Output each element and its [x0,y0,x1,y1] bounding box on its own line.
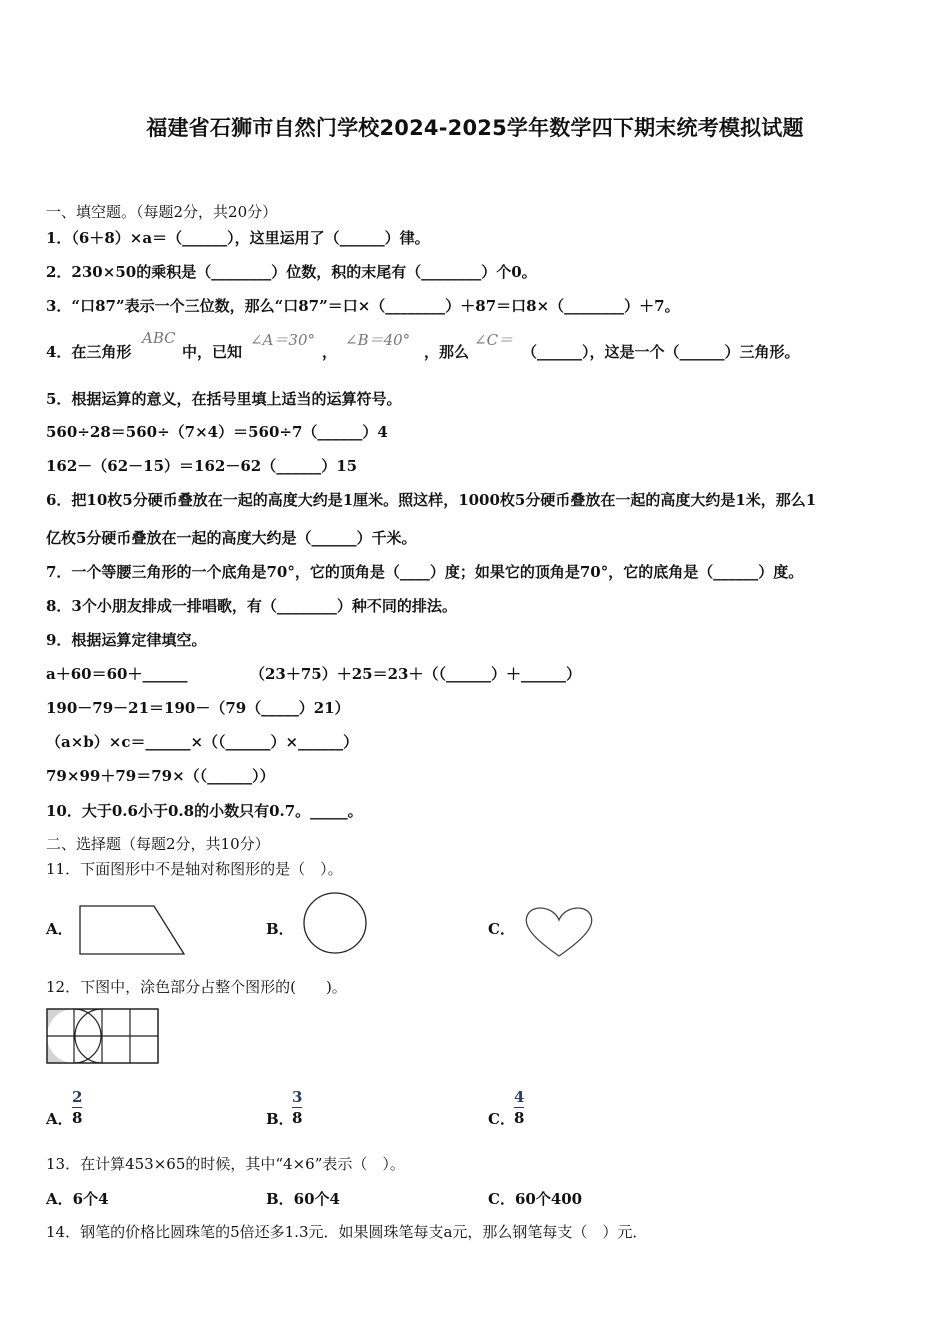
fraction-bar [514,1107,524,1108]
question-9-line-3: 190－79－21＝190－（79（_____）21） [46,699,350,717]
fraction-numerator: 4 [514,1088,525,1106]
q12-option-a-label: A． [46,1110,73,1128]
angle-c-label: ∠C＝ [474,331,514,349]
fraction-denominator: 8 [514,1109,525,1127]
question-5: 5．根据运算的意义，在括号里填上适当的运算符号。 [46,390,402,408]
question-4-then: ，那么 [424,343,470,361]
question-13: 13．在计算453×65的时候，其中“4×6”表示（ ）。 [46,1155,405,1173]
q12-option-c-label: C． [488,1110,515,1128]
question-11: 11．下面图形中不是轴对称图形的是（ ）。 [46,860,343,878]
question-4-suffix: （______），这是一个（______）三角形。 [522,343,800,361]
question-8: 8．3个小朋友排成一排唱歌，有（________）种不同的排法。 [46,597,457,615]
page-title: 福建省石狮市自然门学校2024-2025学年数学四下期末统考模拟试题 [146,116,804,140]
question-5-line-2: 162－（62－15）＝162－62（______）15 [46,457,358,475]
question-2: 2．230×50的乘积是（________）位数，积的末尾有（________）个0。 [46,263,537,281]
question-10: 10．大于0.6小于0.8的小数只有0.7。_____。 [46,802,363,820]
question-9: 9．根据运算定律填空。 [46,631,207,649]
q12-option-a-fraction [72,1088,82,1127]
fraction-numerator: 2 [72,1088,83,1106]
question-9-line-1: a＋60＝60＋______ [46,665,188,683]
fraction-denominator: 8 [292,1109,303,1127]
q13-option-c: C．60个400 [488,1190,583,1208]
q11-option-a-label: A． [46,920,73,938]
triangle-label: ABC [142,329,176,347]
question-4-known: 中，已知 [182,343,243,361]
section-heading-choice: 二、选择题（每题2分，共10分） [46,835,270,853]
question-4-comma: ， [322,343,338,361]
section-heading-fill-blank: 一、填空题。（每题2分，共20分） [46,203,278,221]
question-9-line-4: （a×b）×c＝______×（（______）×______） [46,733,359,751]
q12-option-c-fraction [514,1088,524,1127]
question-3: 3．“口87”表示一个三位数，那么“口87”＝口×（________）＋87＝口8×（________）＋7。 [46,297,680,315]
circle-figure [302,890,370,956]
question-6-line-2: 亿枚5分硬币叠放在一起的高度大约是（______）千米。 [46,529,417,547]
q13-option-a: A．6个4 [46,1190,109,1208]
q13-option-b: B．60个4 [266,1190,340,1208]
q11-option-b-label: B． [266,920,294,938]
q12-option-b-fraction [292,1088,302,1127]
question-12: 12．下图中，涂色部分占整个图形的( )。 [46,978,347,996]
q12-option-b-label: B． [266,1110,294,1128]
question-9-line-5: 79×99＋79＝79×（（______）） [46,767,275,785]
fraction-numerator: 3 [292,1088,303,1106]
q11-option-c-label: C． [488,920,515,938]
question-5-line-1: 560÷28＝560÷（7×4）＝560÷7（______）4 [46,423,388,441]
question-6-line-1: 6．把10枚5分硬币叠放在一起的高度大约是1厘米。照这样，1000枚5分硬币叠放在一起的高度大约是1米，那么1 [46,491,817,509]
angle-a-value: ∠A＝30° [250,331,315,349]
angle-b-value: ∠B＝40° [345,331,411,349]
question-7: 7．一个等腰三角形的一个底角是70°，它的顶角是（____）度；如果它的顶角是70°，它的底角是（______）度。 [46,563,804,581]
trapezoid-figure [78,904,188,956]
question-1: 1．（6＋8）×a＝（______），这里运用了（______）律。 [46,229,430,247]
fraction-bar [292,1107,302,1108]
question-9-line-2: （23＋75）＋25＝23＋（（______）＋______） [250,665,581,683]
heart-figure [524,904,596,958]
shaded-grid-figure [46,1008,160,1064]
question-4-prefix: 4．在三角形 [46,343,132,361]
question-14: 14．钢笔的价格比圆珠笔的5倍还多1.3元．如果圆珠笔每支a元，那么钢笔每支（ ）元． [46,1223,648,1241]
fraction-bar [72,1107,82,1108]
fraction-denominator: 8 [72,1109,83,1127]
